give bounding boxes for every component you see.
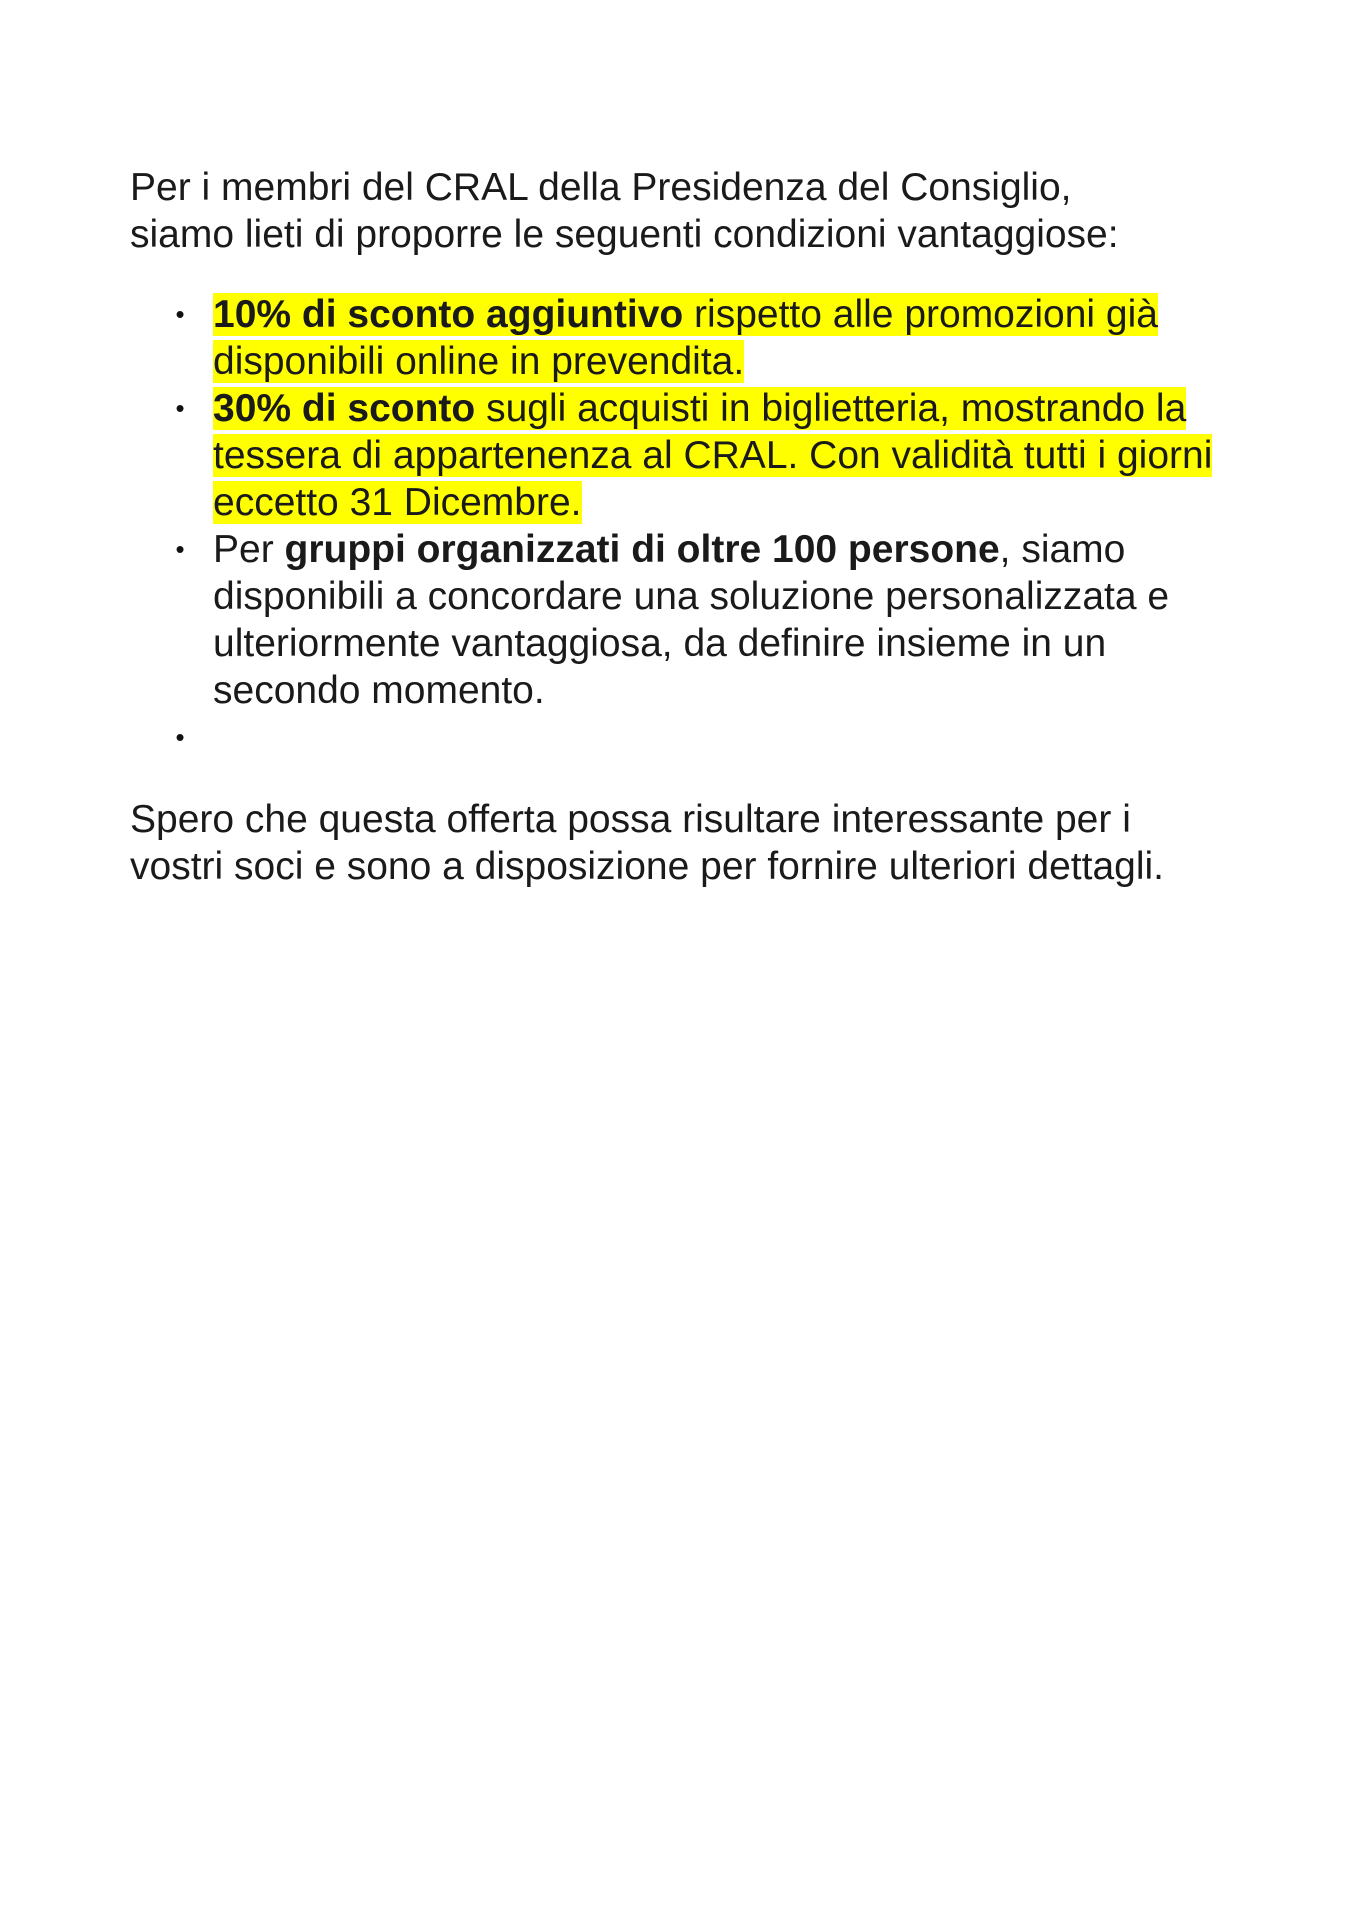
offer-item-3	[0, 526, 1243, 714]
bullet-2: •	[175, 393, 185, 423]
offer-3-text: , siamo disponibili a concordare una soluzione personalizzata e ulteriormente vantaggiosa, da definire insieme in un secondo momento.	[213, 528, 1170, 712]
highlight-2	[213, 387, 1212, 524]
closing-line-2: vostri soci e sono a disposizione per fornire ulteriori dettagli.	[130, 845, 1165, 888]
highlight-1	[213, 293, 1158, 383]
offer-1-text: rispetto alle promozioni già disponibili online in prevendita.	[213, 293, 1158, 383]
offer-item-empty	[0, 714, 1243, 761]
closing-line-1: Spero che questa offerta possa risultare interessante per i	[130, 798, 1131, 841]
closing-paragraph	[130, 796, 1310, 890]
offer-2-bold: 30% di sconto	[213, 387, 476, 430]
offer-1-bold: 10% di sconto aggiuntivo	[213, 293, 684, 336]
offer-item-2	[0, 385, 1243, 526]
offer-item-1	[0, 291, 1243, 385]
intro-line-2: siamo lieti di proporre le seguenti condizioni vantaggiose:	[130, 213, 1119, 256]
bullet-3: •	[175, 534, 185, 564]
bullet-4: •	[175, 722, 185, 752]
intro-paragraph	[130, 164, 1280, 258]
offer-2-text: sugli acquisti in biglietteria, mostrando la tessera di appartenenza al CRAL. Con validità tutti i giorni eccetto 31 Dicembre.	[213, 387, 1213, 524]
offers-list	[0, 291, 1357, 761]
offer-3-bold: gruppi organizzati di oltre 100 persone	[284, 528, 1000, 571]
intro-line-1: Per i membri del CRAL della Presidenza del Consiglio,	[130, 166, 1072, 209]
offer-3-prefix: Per	[213, 528, 285, 571]
bullet-1: •	[175, 299, 185, 329]
